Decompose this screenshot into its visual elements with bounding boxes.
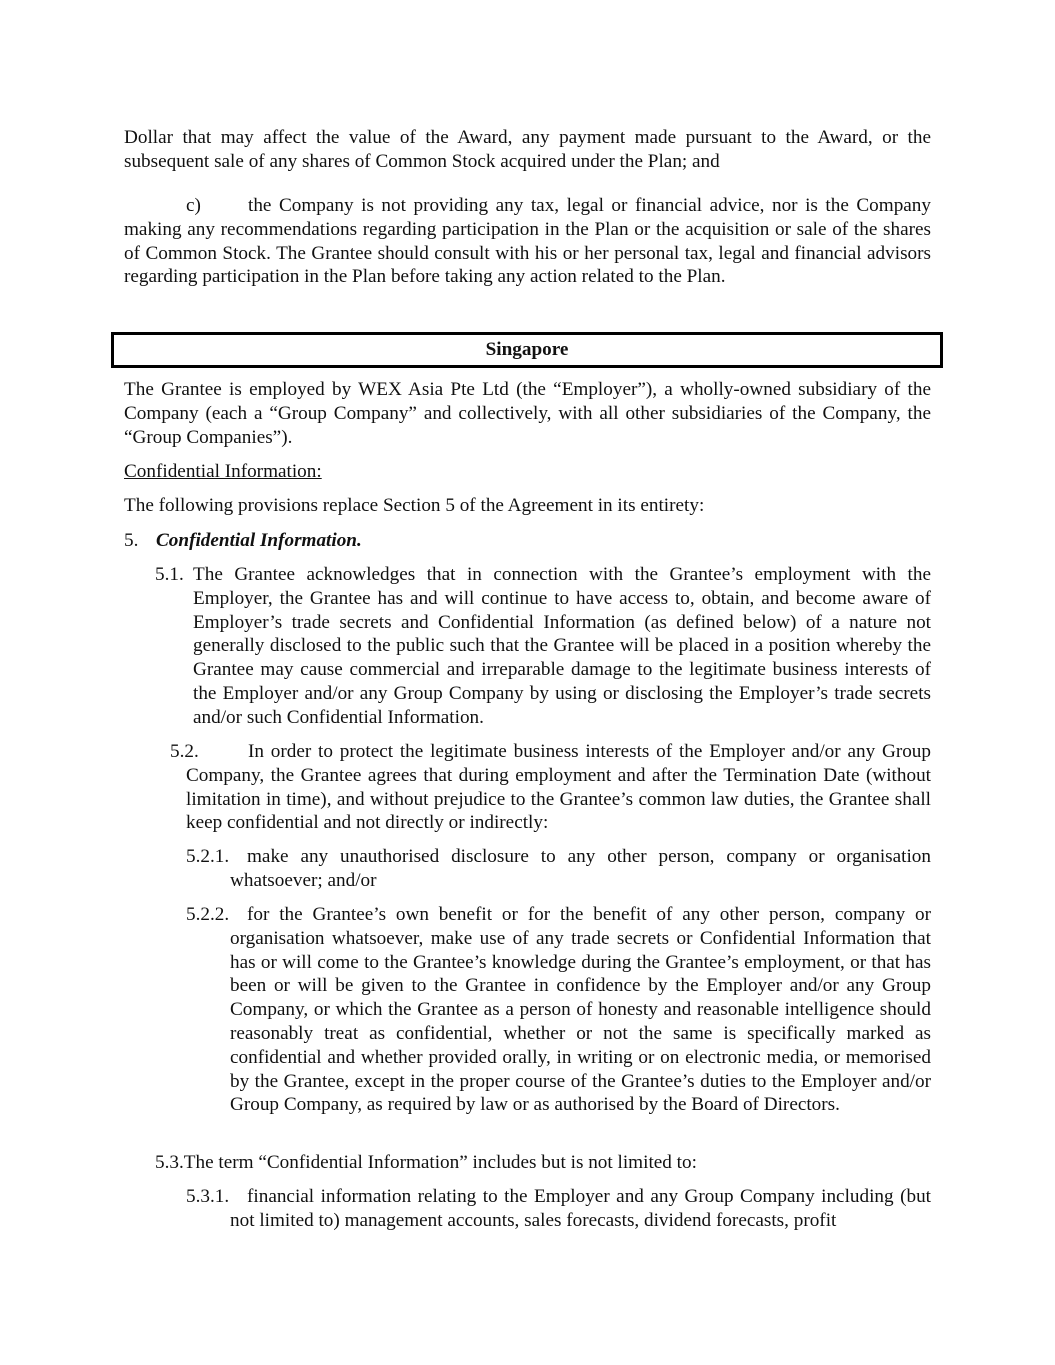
clause-5-3-number: 5.3. xyxy=(155,1152,184,1173)
confidential-info-heading: Confidential Information: xyxy=(124,461,322,482)
paragraph-c xyxy=(124,194,931,289)
section-5-title: Confidential Information. xyxy=(156,530,362,551)
section-header-label: Singapore xyxy=(485,339,569,361)
clause-5-2-2-number: 5.2.2. xyxy=(186,904,230,925)
clause-5-3-1 xyxy=(186,1185,931,1233)
clause-5-2-2 xyxy=(186,903,931,1117)
replace-paragraph: The following provisions replace Section 5 of the Agreement in its entirety: xyxy=(124,495,705,516)
clause-5-2-1-text: make any unauthorised disclosure to any other person, company or organisation whatsoever; and/or xyxy=(230,846,931,891)
clause-5-2 xyxy=(170,740,931,835)
paragraph-continuation: Dollar that may affect the value of the Award, any payment made pursuant to the Award, or the subsequent sale of any shares of Common Stock acquired under the Plan; and xyxy=(124,127,931,172)
clause-5-2-2-text: for the Grantee’s own benefit or for the benefit of any other person, company or organisation whatsoever, make use of any trade secrets or Confidential Information that has or will come to the Grantee’s knowledge during the Grantee’s employment, or that has been or will be given to the Grantee in confidence by the Employer and/or any Group Company, or which the Grantee as a person of honesty and reasonable intelligence should reasonably treat as confidential, whether or not the same is specifically marked as confidential and whether provided orally, in writing or on electronic media, or memorised by the Grantee, except in the proper course of the Grantee’s duties to the Employer and/or Group Company, as required by law or as authorised by the Board of Directors. xyxy=(230,904,931,1116)
section-header-singapore xyxy=(111,332,943,368)
intro-paragraph: The Grantee is employed by WEX Asia Pte Ltd (the “Employer”), a wholly-owned subsidiary of the Company (each a “Group Company” and collectively, with all other subsidiaries of the Company, the “Group Companies”). xyxy=(124,379,931,448)
clause-5-3-1-text: financial information relating to the Employer and any Group Company including (but not limited to) management accounts, sales forecasts, dividend forecasts, profit xyxy=(230,1186,931,1231)
clause-5-1-number: 5.1. xyxy=(155,564,184,585)
clause-5-3-text: The term “Confidential Information” includes but is not limited to: xyxy=(183,1152,697,1173)
clause-5-3 xyxy=(155,1151,931,1175)
paragraph-c-text: the Company is not providing any tax, legal or financial advice, nor is the Company making any recommendations regarding participation in the Plan or the acquisition or sale of the shares of Common Stock. The Grantee should consult with his or her personal tax, legal and financial advisors regarding participation in the Plan before taking any action related to the Plan. xyxy=(124,195,931,288)
section-5-heading xyxy=(124,529,931,553)
clause-5-3-1-number: 5.3.1. xyxy=(186,1186,230,1207)
section-5-number: 5. xyxy=(124,530,139,551)
clause-5-1 xyxy=(155,563,931,730)
clause-5-2-number: 5.2. xyxy=(170,741,199,762)
clause-5-2-1-number: 5.2.1. xyxy=(186,846,230,867)
clause-5-1-text: The Grantee acknowledges that in connection with the Grantee’s employment with the Employer, the Grantee has and will continue to have access to, obtain, and become aware of Employer’s trade secrets and Confidential Information (as defined below) of a nature not generally disclosed to the public such that the Grantee will be placed in a position whereby the Grantee may cause commercial and irreparable damage to the legitimate business interests of the Employer and/or any Group Company by using or disclosing the Employer’s trade secrets and/or such Confidential Information. xyxy=(193,564,931,728)
clause-5-2-1 xyxy=(186,845,931,893)
paragraph-c-label: c) xyxy=(186,195,201,216)
clause-5-2-text: In order to protect the legitimate business interests of the Employer and/or any Group Company, the Grantee agrees that during employment and after the Termination Date (without limitation in time), and without prejudice to the Grantee’s common law duties, the Grantee shall keep confidential and not directly or indirectly: xyxy=(186,741,931,834)
